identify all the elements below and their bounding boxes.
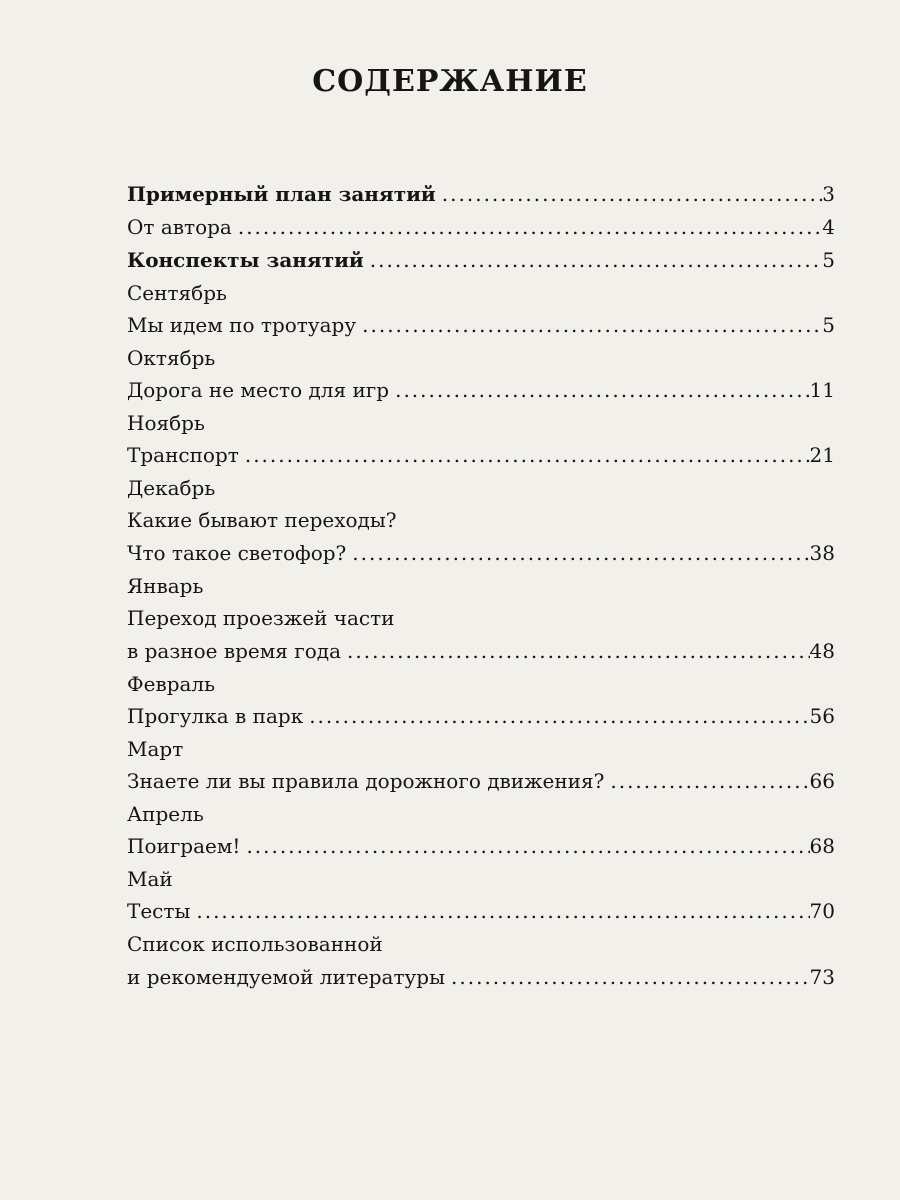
toc-entry <box>127 374 835 407</box>
toc-page-number: 66 <box>809 769 835 793</box>
toc-entry-label: в разное время года <box>127 639 342 663</box>
toc-entry-label: Мы идем по тротуару <box>127 313 357 337</box>
dot-leader <box>303 700 809 733</box>
toc-month-heading: Ноябрь <box>127 411 205 435</box>
toc-entry <box>127 211 835 244</box>
toc-entry <box>127 961 835 994</box>
toc-entry <box>127 178 835 211</box>
toc-entry-label: Примерный план занятий <box>127 182 436 206</box>
toc-entry <box>127 244 835 277</box>
toc-entry <box>127 830 835 863</box>
toc-entry-label: и рекомендуемой литературы <box>127 965 446 989</box>
toc-entry-label: Что такое светофор? <box>127 541 347 565</box>
toc-entry <box>127 635 835 668</box>
toc-entry-label: Прогулка в парк <box>127 704 304 728</box>
toc-page-number: 4 <box>822 215 835 239</box>
toc-entry-label: Конспекты занятий <box>127 248 364 272</box>
toc-page-number: 3 <box>822 182 835 206</box>
toc-month-heading: Май <box>127 867 173 891</box>
toc-entry <box>127 700 835 733</box>
dot-leader <box>445 961 810 994</box>
toc-month-heading: Апрель <box>127 802 204 826</box>
toc-page-number: 5 <box>822 248 835 272</box>
toc-month-heading: Январь <box>127 574 204 598</box>
toc-page-number: 11 <box>809 378 835 402</box>
toc-entry-line: Переход проезжей части <box>127 606 395 630</box>
page-title: СОДЕРЖАНИЕ <box>312 64 588 99</box>
toc-month-heading: Октябрь <box>127 346 216 370</box>
dot-leader <box>436 178 822 211</box>
toc-entry-label: Тесты <box>127 899 191 923</box>
toc-entry-label: Дорога не место для игр <box>127 378 390 402</box>
dot-leader <box>364 244 823 277</box>
toc-entry-label: От автора <box>127 215 232 239</box>
toc-page-number: 38 <box>809 541 835 565</box>
toc-entry-label: Транспорт <box>127 443 239 467</box>
table-of-contents <box>127 178 835 994</box>
toc-entry <box>127 895 835 928</box>
toc-page-number: 73 <box>809 965 835 989</box>
toc-entry-line: Список использованной <box>127 932 383 956</box>
toc-entry <box>127 537 835 570</box>
dot-leader <box>232 211 822 244</box>
dot-leader <box>341 635 810 668</box>
toc-entry-label: Знаете ли вы правила дорожного движения? <box>127 769 605 793</box>
toc-month-heading: Декабрь <box>127 476 216 500</box>
toc-month-heading: Март <box>127 737 184 761</box>
dot-leader <box>240 830 809 863</box>
toc-entry <box>127 765 835 798</box>
toc-page-number: 56 <box>809 704 835 728</box>
toc-month-heading: Сентябрь <box>127 281 227 305</box>
toc-entry-label: Поиграем! <box>127 834 241 858</box>
dot-leader <box>356 309 822 342</box>
toc-entry <box>127 309 835 342</box>
toc-entry-line: Какие бывают переходы? <box>127 508 397 532</box>
toc-month-heading: Февраль <box>127 672 216 696</box>
toc-page-number: 21 <box>809 443 835 467</box>
dot-leader <box>604 765 809 798</box>
toc-entry <box>127 439 835 472</box>
dot-leader <box>190 895 809 928</box>
dot-leader <box>346 537 809 570</box>
dot-leader <box>239 439 810 472</box>
toc-page-number: 68 <box>809 834 835 858</box>
toc-page-number: 70 <box>809 899 835 923</box>
toc-page-number: 5 <box>822 313 835 337</box>
toc-page-number: 48 <box>809 639 835 663</box>
dot-leader <box>389 374 809 407</box>
